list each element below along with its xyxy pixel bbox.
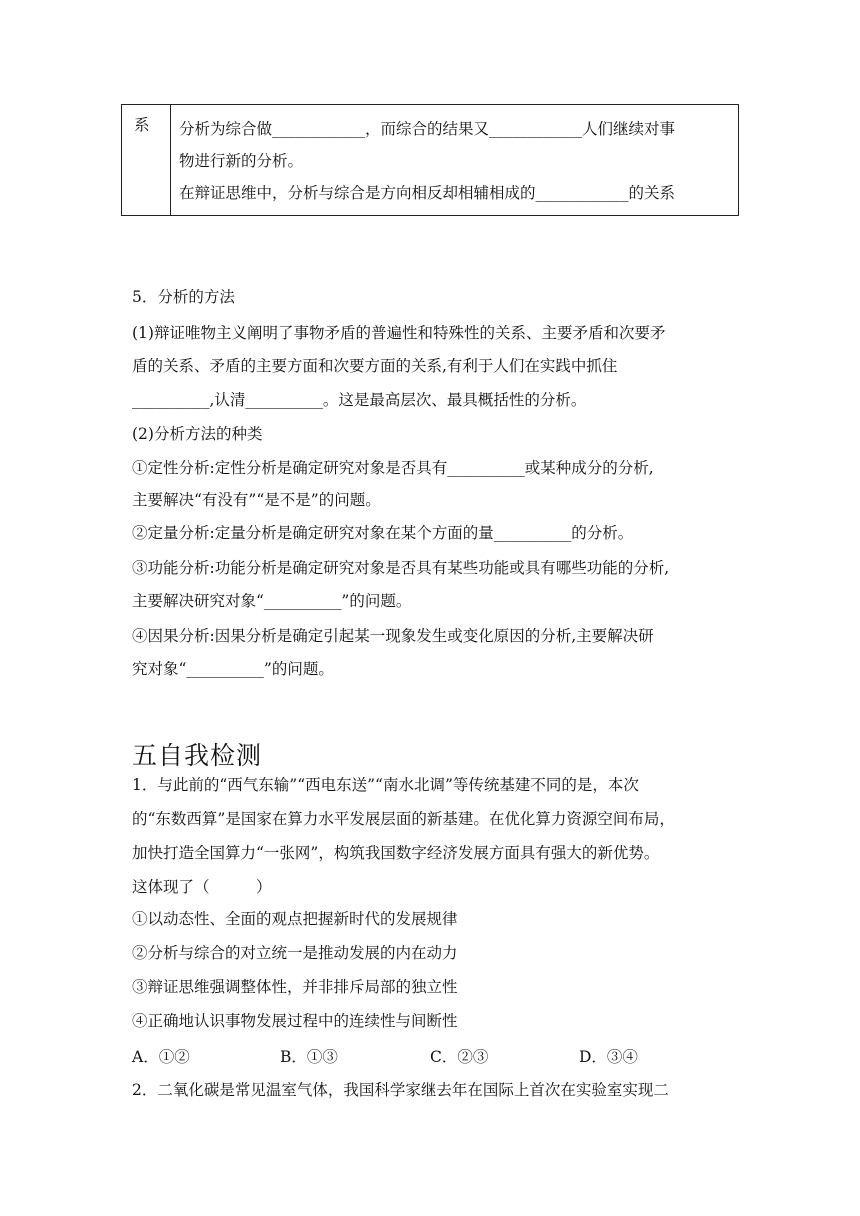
table-cell [179,113,735,209]
option-a[interactable]: A．①② [132,1048,190,1066]
question-text: 2．二氧化碳是常见温室气体，我国科学家继去年在国际上首次在实验室实现二 [132,1081,669,1099]
section-heading: 5．分析的方法 [132,288,235,306]
table-text-line: 分析为综合做____________，而综合的结果又____________人们继续对事 [179,120,676,138]
paragraph-line: (2)分析方法的种类 [132,425,263,443]
paragraph-line: (1)辩证唯物主义阐明了事物矛盾的普遍性和特殊性的关系、主要矛盾和次要矛 [132,324,666,342]
relation-table [121,104,739,216]
option-d[interactable]: D．③④ [579,1048,638,1066]
table-row-header: 系 [134,116,150,134]
question-text: 的“东数西算”是国家在算力水平发展层面的新基建。在优化算力资源空间布局， [132,810,675,828]
list-item: ③功能分析:功能分析是确定研究对象是否具有某些功能或具有哪些功能的分析, [132,559,670,577]
table-divider [170,105,171,215]
paragraph-line: __________,认清__________。这是最高层次、最具概括性的分析。 [132,391,587,409]
option-b[interactable]: B．①③ [280,1048,338,1066]
option-c[interactable]: C．②③ [430,1048,489,1066]
section-title: 五自我检测 [132,741,263,770]
statement-item: ④正确地认识事物发展过程中的连续性与间断性 [132,1012,458,1030]
list-item: 究对象“__________”的问题。 [132,660,334,678]
question-text: 加快打造全国算力“一张网”，构筑我国数字经济发展方面具有强大的新优势。 [132,844,660,862]
paragraph-line: 盾的关系、矛盾的主要方面和次要方面的关系,有利于人们在实践中抓住 [132,357,618,375]
statement-item: ②分析与综合的对立统一是推动发展的内在动力 [132,944,458,962]
list-item: ①定性分析:定性分析是确定研究对象是否具有__________或某种成分的分析, [132,459,654,477]
statement-item: ③辩证思维强调整体性，并非排斥局部的独立性 [132,978,458,996]
list-item: ②定量分析:定量分析是确定研究对象在某个方面的量__________的分析。 [132,524,634,542]
list-item: 主要解决研究对象“__________”的问题。 [132,592,412,610]
statement-item: ①以动态性、全面的观点把握新时代的发展规律 [132,910,458,928]
question-text: 这体现了（ ） [132,878,272,896]
table-text-line: 在辩证思维中，分析与综合是方向相反却相辅相成的____________的关系 [179,184,676,202]
list-item: 主要解决“有没有”“是不是”的问题。 [132,491,381,509]
question-text: 1．与此前的“西气东输”“西电东送”“南水北调”等传统基建不同的是，本次 [132,776,639,794]
table-text-line: 物进行新的分析。 [179,152,304,170]
list-item: ④因果分析:因果分析是确定引起某一现象发生或变化原因的分析,主要解决研 [132,627,654,645]
